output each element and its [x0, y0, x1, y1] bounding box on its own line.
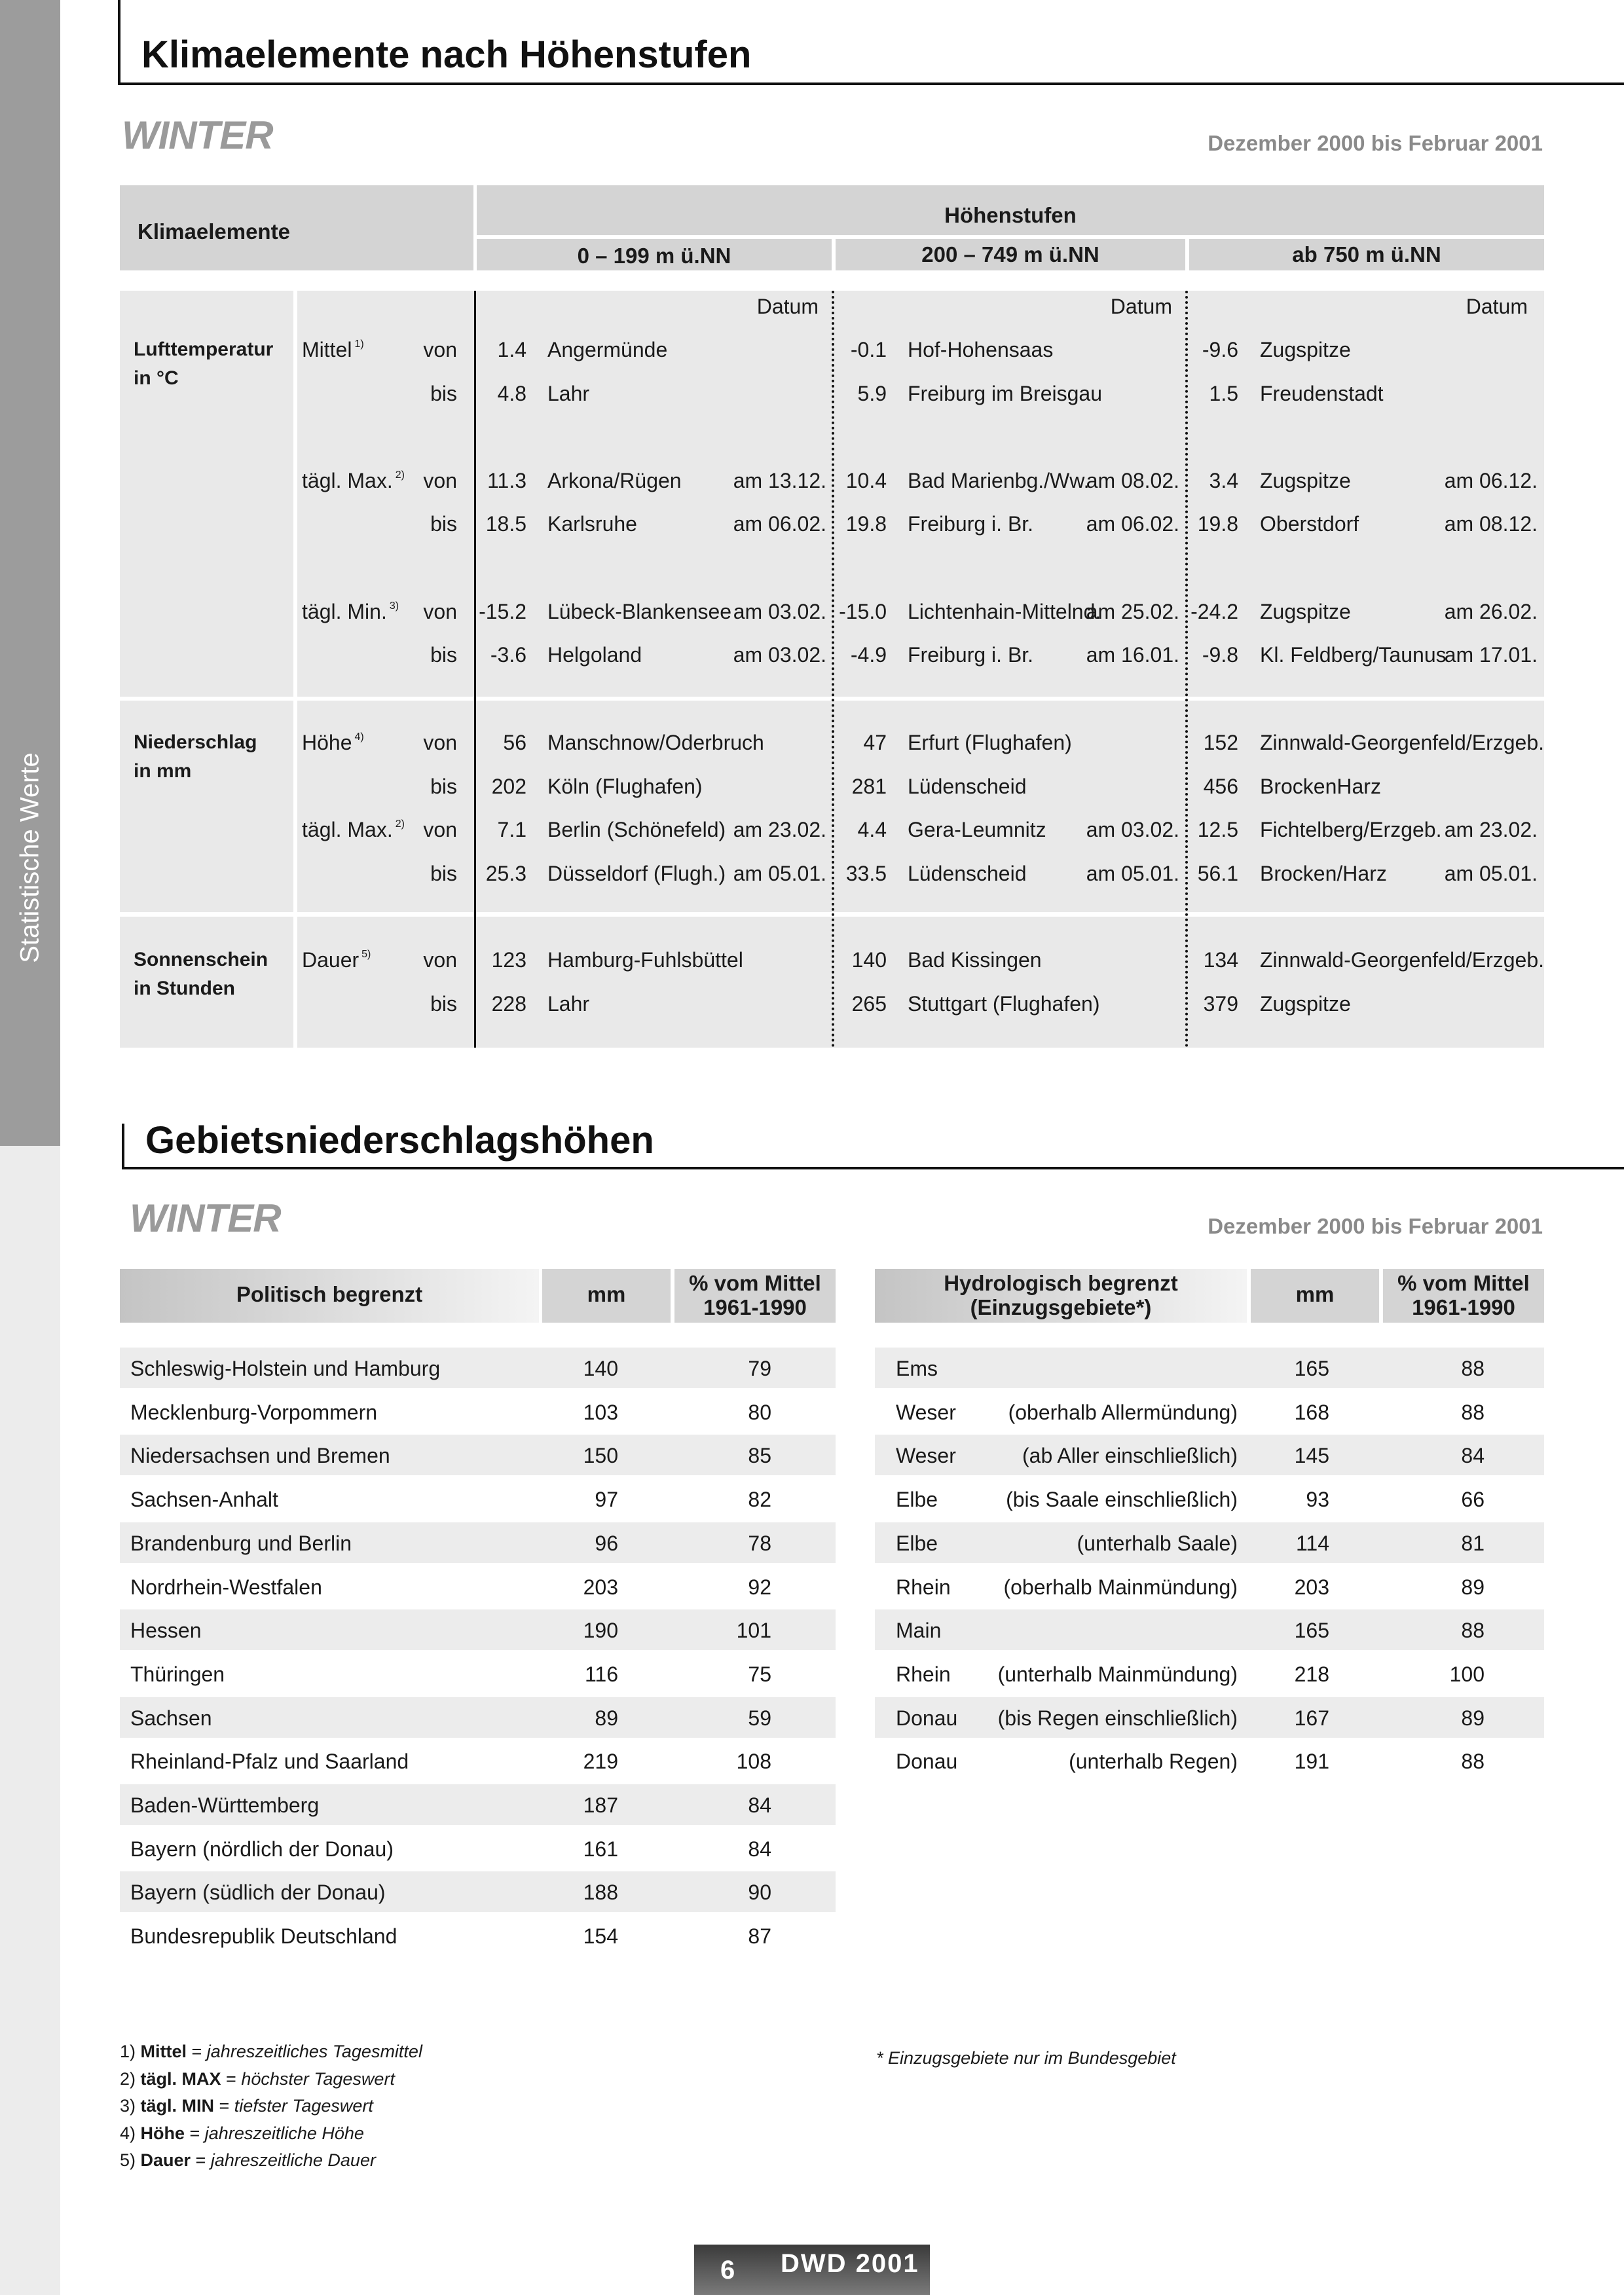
cell-station: Zinnwald-Georgenfeld/Erzgeb.: [1260, 731, 1545, 754]
cell-station: Arkona/Rügen: [547, 468, 682, 492]
basin-mm: 167: [1294, 1706, 1329, 1730]
basin-river: Rhein: [896, 1575, 951, 1599]
region-mm: 116: [584, 1662, 618, 1686]
group-label: Sonnenschein in Stunden: [134, 949, 268, 999]
row-subtype: [302, 470, 405, 491]
footnote-part: tägl. MAX: [140, 2068, 221, 2089]
footnote-star: * Einzugsgebiete nur im Bundesgebiet: [876, 2048, 1176, 2068]
cell-station: Angermünde: [547, 338, 668, 361]
klima-vdash-1: [832, 291, 834, 1048]
header-band-1: 200 – 749 m ü.NN: [921, 242, 1099, 266]
region-mm: 161: [583, 1837, 618, 1861]
cell-value: 4.4: [857, 818, 887, 842]
region-pct: 59: [748, 1706, 771, 1730]
basin-segment: (bis Regen einschließlich): [997, 1706, 1238, 1730]
row-von-bis: von: [423, 948, 457, 972]
region-mm: 219: [583, 1750, 618, 1774]
region-pct: 85: [748, 1444, 771, 1468]
region-mm: 187: [583, 1793, 618, 1817]
cell-station: Zugspitze: [1260, 338, 1351, 361]
footnote-part: 5): [120, 2150, 141, 2170]
footnote-part: =: [185, 2123, 205, 2143]
region-pct: 108: [736, 1750, 771, 1774]
row-subtype: [302, 339, 364, 360]
footnote-part: =: [214, 2096, 234, 2116]
basin-pct: 89: [1461, 1706, 1485, 1730]
left-header-mm: mm: [587, 1282, 626, 1306]
cell-station: Berlin (Schönefeld): [547, 818, 726, 842]
footnote-line: [120, 2096, 373, 2116]
cell-date: am 08.02.: [1086, 468, 1179, 492]
cell-value: 1.5: [1209, 381, 1238, 405]
sidebar-tab: [0, 0, 60, 1146]
footnote-part: Mittel: [140, 2042, 187, 2061]
basin-pct: 88: [1461, 1750, 1485, 1774]
basin-pct: 89: [1461, 1575, 1485, 1599]
cell-station: Lahr: [547, 991, 590, 1016]
region-name: Bayern (südlich der Donau): [130, 1881, 386, 1905]
basin-river: Elbe: [896, 1531, 938, 1555]
footnote-part: höchster Tageswert: [241, 2068, 395, 2089]
cell-value: 134: [1203, 948, 1238, 972]
row-von-bis: bis: [430, 381, 457, 405]
header-klimaelemente: Klimaelemente: [138, 219, 290, 244]
title2-rule-horizontal: [122, 1167, 1624, 1169]
row-subtype-label: tägl. Max.: [302, 818, 393, 842]
basin-segment: (unterhalb Mainmündung): [997, 1662, 1238, 1686]
row-subtype: [302, 601, 399, 622]
footnote-part: =: [221, 2068, 242, 2089]
cell-value: -0.1: [850, 338, 887, 361]
cell-value: 228: [491, 991, 526, 1016]
cell-station: Köln (Flughafen): [547, 774, 703, 798]
group-label: Lufttemperatur in °C: [134, 339, 274, 389]
header-band-0: 0 – 199 m ü.NN: [577, 244, 731, 268]
cell-date: am 06.12.: [1444, 468, 1538, 492]
basin-river: Elbe: [896, 1488, 938, 1512]
basin-river: Donau: [896, 1706, 958, 1730]
region-mm: 154: [583, 1924, 618, 1949]
cell-date: am 23.02.: [1444, 818, 1538, 842]
cell-station: Fichtelberg/Erzgeb.: [1260, 818, 1442, 842]
cell-date: am 13.12.: [733, 468, 826, 492]
row-von-bis: bis: [430, 643, 457, 667]
row-subtype: [302, 819, 405, 840]
region-pct: 75: [748, 1662, 771, 1686]
cell-value: 152: [1203, 731, 1238, 754]
cell-station: Oberstdorf: [1260, 512, 1359, 536]
cell-value: -4.9: [850, 643, 887, 667]
period2-label: Dezember 2000 bis Februar 2001: [1208, 1214, 1543, 1238]
cell-value: 1.4: [497, 338, 526, 361]
cell-date: am 26.02.: [1444, 599, 1538, 623]
season-label: WINTER: [122, 113, 273, 157]
row-footnote-ref: 1): [354, 339, 364, 350]
cell-date: am 05.01.: [733, 861, 826, 885]
cell-station: Helgoland: [547, 643, 642, 667]
cell-value: 456: [1203, 774, 1238, 798]
basin-mm: 203: [1294, 1575, 1329, 1599]
region-pct: 84: [748, 1793, 771, 1817]
cell-value: 11.3: [487, 468, 526, 492]
basin-mm: 191: [1294, 1750, 1329, 1774]
region-mm: 103: [583, 1400, 618, 1424]
cell-value: -9.8: [1202, 643, 1238, 667]
left-header-pct: % vom Mittel 1961-1990: [689, 1271, 821, 1319]
datum-header: Datum: [756, 295, 819, 318]
basin-mm: 165: [1294, 1619, 1329, 1643]
row-von-bis: von: [423, 338, 457, 361]
cell-value: -9.6: [1202, 338, 1238, 361]
row-subtype: [302, 732, 364, 753]
klima-vline: [474, 291, 476, 1048]
region-name: Hessen: [130, 1619, 202, 1643]
region-pct: 84: [748, 1837, 771, 1861]
cell-date: am 23.02.: [733, 818, 826, 842]
cell-station: Freiburg i. Br.: [908, 643, 1034, 667]
footnote-part: Dauer: [140, 2150, 191, 2170]
cell-station: Gera-Leumnitz: [908, 818, 1046, 842]
basin-pct: 84: [1461, 1444, 1485, 1468]
basin-segment: (unterhalb Regen): [1069, 1750, 1238, 1774]
region-mm: 96: [595, 1531, 618, 1555]
region-mm: 203: [583, 1575, 618, 1599]
cell-station: Bad Marienbg./Ww.: [908, 468, 1090, 492]
region-mm: 150: [583, 1444, 618, 1468]
basin-pct: 88: [1461, 1619, 1485, 1643]
region-name: Sachsen-Anhalt: [130, 1488, 278, 1512]
row-subtype-label: tägl. Min.: [302, 599, 387, 623]
cell-value: 19.8: [1197, 512, 1238, 536]
cell-value: 379: [1203, 991, 1238, 1016]
cell-value: -3.6: [490, 643, 526, 667]
basin-mm: 165: [1294, 1357, 1329, 1380]
basin-mm: 168: [1294, 1400, 1329, 1424]
cell-station: Freiburg i. Br.: [908, 512, 1034, 536]
basin-segment: (oberhalb Mainmündung): [1003, 1575, 1238, 1599]
region-mm: 190: [583, 1619, 618, 1643]
footnote-line: [120, 2150, 376, 2171]
title-rule-vertical: [118, 0, 120, 85]
footnote-part: 2): [120, 2068, 141, 2089]
cell-date: am 25.02.: [1086, 599, 1179, 623]
region-name: Bayern (nördlich der Donau): [130, 1837, 394, 1861]
footnote-part: tiefster Tageswert: [234, 2096, 373, 2116]
cell-value: 123: [491, 948, 526, 972]
footnote-part: tägl. MIN: [140, 2096, 215, 2116]
region-mm: 188: [583, 1881, 618, 1905]
region-pct: 78: [748, 1531, 771, 1555]
region-name: Nordrhein-Westfalen: [130, 1575, 322, 1599]
cell-value: 202: [491, 774, 526, 798]
klima-group-divider: [293, 917, 297, 1048]
basin-river: Weser: [896, 1444, 956, 1468]
cell-value: -24.2: [1190, 599, 1238, 623]
cell-date: am 05.01.: [1444, 861, 1538, 885]
basin-pct: 81: [1461, 1531, 1485, 1555]
cell-value: 12.5: [1197, 818, 1238, 842]
region-name: Sachsen: [130, 1706, 212, 1730]
row-von-bis: bis: [430, 991, 457, 1016]
cell-value: 140: [851, 948, 887, 972]
row-von-bis: bis: [430, 774, 457, 798]
region-name: Schleswig-Holstein und Hamburg: [130, 1357, 441, 1380]
section-title-gebietsniederschlag: Gebietsniederschlagshöhen: [145, 1119, 654, 1162]
cell-date: am 16.01.: [1086, 643, 1179, 667]
cell-station: Lübeck-Blankensee: [547, 599, 732, 623]
cell-value: 18.5: [485, 512, 526, 536]
table-row-band: [875, 1609, 1544, 1650]
region-name: Brandenburg und Berlin: [130, 1531, 352, 1555]
row-von-bis: von: [423, 818, 457, 842]
row-subtype-label: Dauer: [302, 948, 360, 972]
row-subtype-label: tägl. Max.: [302, 468, 393, 492]
cell-date: am 08.12.: [1444, 512, 1538, 536]
row-von-bis: von: [423, 731, 457, 754]
cell-value: 5.9: [857, 381, 887, 405]
row-subtype: [302, 949, 371, 970]
cell-value: 3.4: [1209, 468, 1238, 492]
season2-label: WINTER: [130, 1196, 281, 1240]
right-header-mm: mm: [1295, 1282, 1335, 1306]
cell-value: 56.1: [1197, 861, 1238, 885]
footnote-part: Höhe: [140, 2123, 185, 2143]
basin-river: Main: [896, 1619, 942, 1643]
cell-station: Brocken/Harz: [1260, 861, 1387, 885]
basin-segment: (bis Saale einschließlich): [1006, 1488, 1238, 1512]
cell-date: am 06.02.: [1086, 512, 1179, 536]
section-title-klimaelemente: Klimaelemente nach Höhenstufen: [141, 33, 752, 76]
left-header-name: Politisch begrenzt: [236, 1282, 423, 1306]
region-name: Bundesrepublik Deutschland: [130, 1924, 397, 1949]
cell-value: 25.3: [485, 861, 526, 885]
klima-group-divider: [293, 701, 297, 912]
cell-date: am 03.02.: [733, 643, 826, 667]
cell-value: 7.1: [497, 818, 526, 842]
cell-station: Hamburg-Fuhlsbüttel: [547, 948, 743, 972]
row-footnote-ref: 5): [361, 949, 371, 960]
cell-date: am 03.02.: [1086, 818, 1179, 842]
basin-river: Ems: [896, 1357, 938, 1380]
region-pct: 90: [748, 1881, 771, 1905]
cell-date: am 17.01.: [1444, 643, 1538, 667]
cell-station: Erfurt (Flughafen): [908, 731, 1072, 754]
cell-station: Freiburg im Breisgau: [908, 381, 1102, 405]
title-rule-horizontal: [118, 83, 1624, 85]
cell-station: Lahr: [547, 381, 590, 405]
basin-mm: 93: [1306, 1488, 1329, 1512]
region-name: Rheinland-Pfalz und Saarland: [130, 1750, 409, 1774]
region-pct: 92: [748, 1575, 771, 1599]
region-pct: 87: [748, 1924, 771, 1949]
basin-mm: 114: [1295, 1531, 1329, 1555]
region-pct: 82: [748, 1488, 771, 1512]
region-mm: 89: [595, 1706, 618, 1730]
klima-vdash-2: [1185, 291, 1188, 1048]
cell-station: Bad Kissingen: [908, 948, 1042, 972]
cell-date: am 06.02.: [733, 512, 826, 536]
row-von-bis: bis: [430, 512, 457, 536]
cell-station: Zugspitze: [1260, 599, 1351, 623]
row-von-bis: von: [423, 468, 457, 492]
table-row-band: [120, 1609, 836, 1650]
table-row-band: [120, 1697, 836, 1738]
row-footnote-ref: 2): [395, 818, 405, 830]
datum-header: Datum: [1466, 295, 1528, 318]
cell-value: 19.8: [845, 512, 887, 536]
cell-station: Stuttgart (Flughafen): [908, 991, 1100, 1016]
basin-pct: 88: [1461, 1400, 1485, 1424]
footnote-part: jahreszeitliches Tagesmittel: [206, 2042, 422, 2061]
footnote-line: [120, 2123, 364, 2144]
footnote-part: =: [191, 2150, 211, 2170]
cell-value: -15.0: [839, 599, 887, 623]
cell-date: am 03.02.: [733, 599, 826, 623]
right-header-name: Hydrologisch begrenzt (Einzugsgebiete*): [944, 1271, 1178, 1319]
row-footnote-ref: 2): [395, 469, 405, 481]
cell-station: Freudenstadt: [1260, 381, 1384, 405]
region-pct: 80: [748, 1400, 771, 1424]
footer-brand: DWD 2001: [781, 2249, 919, 2278]
cell-station: Kl. Feldberg/Taunus: [1260, 643, 1447, 667]
cell-station: Karlsruhe: [547, 512, 637, 536]
basin-segment: (oberhalb Allermündung): [1008, 1400, 1238, 1424]
region-pct: 101: [736, 1619, 771, 1643]
footnote-part: 1): [120, 2042, 141, 2061]
cell-station: BrockenHarz: [1260, 774, 1381, 798]
row-subtype-label: Mittel: [302, 338, 352, 361]
row-von-bis: bis: [430, 861, 457, 885]
cell-value: 281: [851, 774, 887, 798]
region-name: Baden-Württemberg: [130, 1793, 320, 1817]
basin-segment: (ab Aller einschließlich): [1022, 1444, 1238, 1468]
row-subtype-label: Höhe: [302, 731, 352, 754]
basin-pct: 100: [1449, 1662, 1485, 1686]
page-number: 6: [720, 2256, 735, 2285]
cell-station: Zugspitze: [1260, 468, 1351, 492]
cell-station: Lüdenscheid: [908, 861, 1027, 885]
cell-station: Düsseldorf (Flugh.): [547, 861, 726, 885]
table-row-band: [875, 1348, 1544, 1388]
row-footnote-ref: 3): [389, 600, 399, 612]
cell-station: Hof-Hohensaas: [908, 338, 1054, 361]
sidebar-label: Statistische Werte: [15, 752, 45, 963]
basin-mm: 218: [1294, 1662, 1329, 1686]
cell-station: Manschnow/Oderbruch: [547, 731, 764, 754]
region-mm: 140: [583, 1357, 618, 1380]
title2-rule-vertical: [122, 1124, 124, 1168]
cell-value: 56: [503, 731, 526, 754]
cell-station: Zinnwald-Georgenfeld/Erzgeb.: [1260, 948, 1545, 972]
cell-station: Lüdenscheid: [908, 774, 1027, 798]
basin-segment: (unterhalb Saale): [1077, 1531, 1238, 1555]
cell-value: 33.5: [845, 861, 887, 885]
basin-mm: 145: [1294, 1444, 1329, 1468]
region-mm: 97: [595, 1488, 618, 1512]
basin-pct: 66: [1461, 1488, 1485, 1512]
basin-river: Donau: [896, 1750, 958, 1774]
right-header-pct: % vom Mittel 1961-1990: [1397, 1271, 1530, 1319]
footnote-line: [120, 2069, 395, 2089]
region-name: Niedersachsen und Bremen: [130, 1444, 390, 1468]
cell-date: am 05.01.: [1086, 861, 1179, 885]
row-von-bis: von: [423, 599, 457, 623]
datum-header: Datum: [1110, 295, 1172, 318]
header-band-2: ab 750 m ü.NN: [1292, 242, 1441, 266]
basin-river: Weser: [896, 1400, 956, 1424]
group-label: Niederschlag in mm: [134, 731, 257, 782]
row-footnote-ref: 4): [354, 731, 364, 743]
cell-value: 265: [851, 991, 887, 1016]
header-hoehenstufen: Höhenstufen: [944, 203, 1077, 227]
footnote-part: 4): [120, 2123, 141, 2143]
region-pct: 79: [748, 1357, 771, 1380]
cell-value: 47: [863, 731, 887, 754]
cell-value: 10.4: [845, 468, 887, 492]
basin-pct: 88: [1461, 1357, 1485, 1380]
region-name: Mecklenburg-Vorpommern: [130, 1400, 378, 1424]
basin-river: Rhein: [896, 1662, 951, 1686]
region-name: Thüringen: [130, 1662, 225, 1686]
footnote-part: jahreszeitliche Höhe: [204, 2123, 364, 2143]
cell-value: -15.2: [479, 599, 526, 623]
cell-value: 4.8: [497, 381, 526, 405]
klima-group-divider: [293, 291, 297, 697]
cell-station: Lichtenhain-Mittelnd.: [908, 599, 1101, 623]
footnote-part: 3): [120, 2096, 141, 2116]
period-label: Dezember 2000 bis Februar 2001: [1208, 131, 1543, 155]
cell-station: Zugspitze: [1260, 991, 1351, 1016]
footnote-part: =: [187, 2042, 207, 2061]
footnote-line: [120, 2042, 422, 2062]
footnote-part: jahreszeitliche Dauer: [210, 2150, 376, 2170]
